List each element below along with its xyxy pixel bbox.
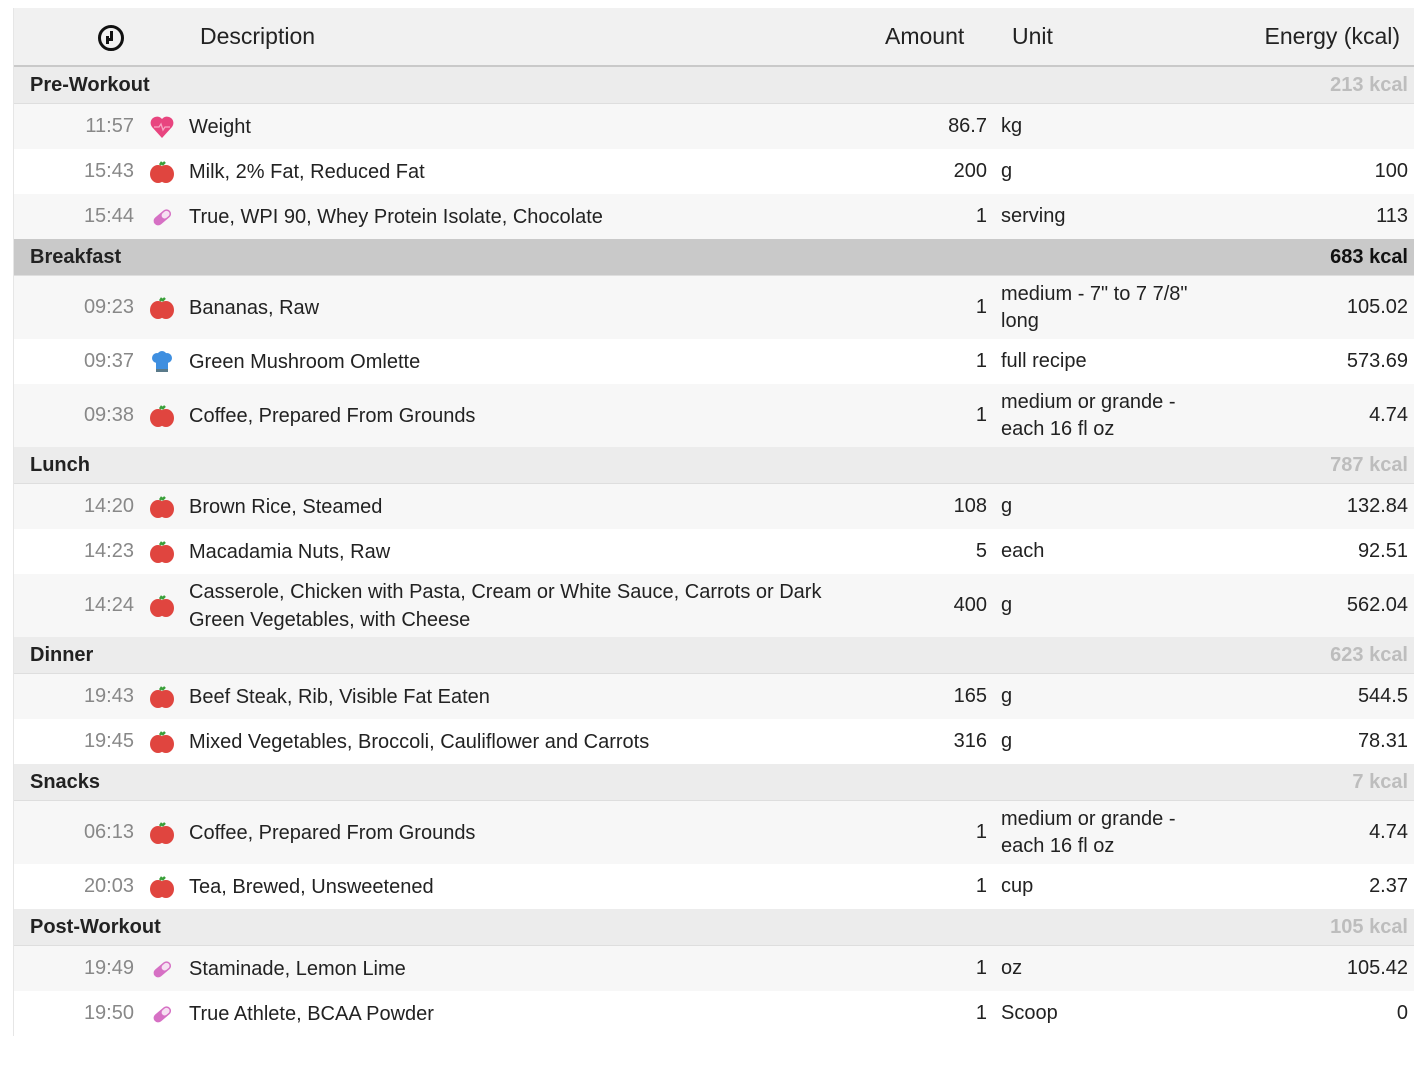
apple-icon (149, 295, 175, 321)
entry-time: 15:43 (83, 160, 134, 182)
meal-name: Breakfast (30, 246, 122, 268)
heart-icon (149, 114, 175, 140)
entry-unit: g (1001, 495, 1013, 517)
chef-hat-icon (149, 349, 175, 375)
entry-description: Green Mushroom Omlette (189, 350, 421, 373)
entry-description: Macadamia Nuts, Raw (189, 540, 391, 563)
entry-description: Milk, 2% Fat, Reduced Fat (189, 160, 425, 183)
food-entry-row[interactable] (14, 529, 1414, 574)
food-entry-row[interactable] (14, 104, 1414, 149)
entry-unit: medium or grande - each 16 fl oz (1001, 390, 1176, 440)
entry-energy: 113 (1376, 205, 1408, 227)
entry-amount: 1 (975, 404, 987, 426)
entry-unit: cup (1001, 875, 1034, 897)
meal-name: Pre-Workout (30, 74, 150, 96)
food-entry-row[interactable] (14, 719, 1414, 764)
entry-unit: Scoop (1001, 1002, 1058, 1024)
entry-energy: 92.51 (1357, 540, 1408, 562)
entry-energy: 4.74 (1369, 821, 1408, 843)
entry-time: 20:03 (83, 875, 134, 897)
meal-name: Post-Workout (30, 916, 161, 938)
entry-description: Beef Steak, Rib, Visible Fat Eaten (189, 685, 490, 708)
entry-description: Brown Rice, Steamed (189, 495, 383, 518)
entry-description: Mixed Vegetables, Broccoli, Cauliflower and Carrots (189, 730, 650, 753)
entry-description: True Athlete, BCAA Powder (189, 1002, 434, 1025)
food-entry-row[interactable] (14, 276, 1414, 339)
food-entry-row[interactable] (14, 384, 1414, 447)
col-description[interactable]: Description (200, 23, 316, 49)
entry-time: 14:20 (83, 495, 134, 517)
entry-unit: each (1001, 540, 1045, 562)
entry-time: 09:38 (83, 404, 134, 426)
entry-time: 06:13 (83, 821, 134, 843)
entry-unit: g (1001, 730, 1013, 752)
apple-icon (149, 729, 175, 755)
food-entry-row[interactable] (14, 484, 1414, 529)
entry-energy: 0 (1396, 1002, 1408, 1024)
entry-energy: 105.02 (1346, 296, 1408, 318)
entry-amount: 1 (975, 875, 987, 897)
entry-unit: serving (1001, 205, 1066, 227)
entry-energy: 2.37 (1369, 875, 1408, 897)
entry-time: 09:37 (83, 350, 134, 372)
entry-unit: medium or grande - each 16 fl oz (1001, 807, 1176, 857)
pill-icon (149, 1001, 175, 1027)
entry-amount: 200 (953, 160, 987, 182)
pill-icon (149, 204, 175, 230)
entry-description: Coffee, Prepared From Grounds (189, 404, 476, 427)
entry-energy: 562.04 (1346, 594, 1408, 616)
entry-amount: 1 (975, 350, 987, 372)
meal-group-header[interactable] (14, 909, 1414, 946)
entry-amount: 165 (953, 685, 987, 707)
entry-description: True, WPI 90, Whey Protein Isolate, Chocolate (189, 205, 603, 228)
apple-icon (149, 593, 175, 619)
entry-time: 19:50 (83, 1002, 134, 1024)
entry-description: Weight (189, 115, 251, 138)
meal-group-header[interactable] (14, 637, 1414, 674)
meal-kcal-total: 105 kcal (1330, 916, 1408, 938)
meal-items (14, 276, 1414, 447)
entry-time: 19:49 (83, 957, 134, 979)
food-entry-row[interactable] (14, 149, 1414, 194)
entry-unit: g (1001, 685, 1013, 707)
entry-unit: medium - 7" to 7 7/8" long (1001, 282, 1188, 332)
food-entry-row[interactable] (14, 946, 1414, 991)
entry-unit: g (1001, 160, 1013, 182)
entry-unit: oz (1001, 957, 1023, 979)
entry-time: 09:23 (83, 296, 134, 318)
apple-icon (149, 539, 175, 565)
apple-icon (149, 159, 175, 185)
clock-icon[interactable] (98, 25, 124, 51)
apple-icon (149, 820, 175, 846)
entry-time: 14:24 (83, 594, 134, 616)
entry-time: 14:23 (83, 540, 134, 562)
entry-amount: 316 (953, 730, 987, 752)
meal-items (14, 946, 1414, 1036)
entry-unit: g (1001, 594, 1013, 616)
entry-time: 15:44 (83, 205, 134, 227)
entry-amount: 1 (975, 821, 987, 843)
col-energy[interactable]: Energy (kcal) (1264, 23, 1400, 49)
meal-items (14, 674, 1414, 764)
entry-description: Staminade, Lemon Lime (189, 957, 406, 980)
apple-icon (149, 403, 175, 429)
entry-energy: 132.84 (1346, 495, 1408, 517)
entry-description: Bananas, Raw (189, 296, 320, 319)
meal-kcal-total: 683 kcal (1330, 246, 1408, 268)
entry-energy: 78.31 (1357, 730, 1408, 752)
apple-icon (149, 874, 175, 900)
entry-description: Casserole, Chicken with Pasta, Cream or White Sauce, Carrots or Dark Green Vegetables, with Cheese (189, 580, 822, 631)
meal-name: Snacks (30, 771, 101, 793)
meal-group-header[interactable] (14, 447, 1414, 484)
entry-description: Tea, Brewed, Unsweetened (189, 875, 434, 898)
food-entry-row[interactable] (14, 674, 1414, 719)
food-entry-row[interactable] (14, 574, 1414, 637)
meal-kcal-total: 787 kcal (1330, 454, 1408, 476)
entry-description: Coffee, Prepared From Grounds (189, 821, 476, 844)
entry-amount: 1 (975, 957, 987, 979)
entry-unit: full recipe (1001, 350, 1087, 372)
meal-kcal-total: 7 kcal (1352, 771, 1408, 793)
meal-items (14, 801, 1414, 909)
food-entry-row[interactable] (14, 991, 1414, 1036)
apple-icon (149, 684, 175, 710)
meal-group-header[interactable] (14, 239, 1414, 276)
entry-energy: 4.74 (1369, 404, 1408, 426)
food-entry-row[interactable] (14, 801, 1414, 864)
meal-group-header[interactable] (14, 67, 1414, 104)
entry-amount: 1 (975, 1002, 987, 1024)
entry-amount: 108 (953, 495, 987, 517)
entry-energy: 544.5 (1357, 685, 1408, 707)
entry-energy: 573.69 (1346, 350, 1408, 372)
col-amount[interactable]: Amount (885, 23, 965, 49)
entry-amount: 400 (953, 594, 987, 616)
entry-energy: 105.42 (1346, 957, 1408, 979)
meal-group-header[interactable] (14, 764, 1414, 801)
entry-amount: 1 (975, 296, 987, 318)
entry-time: 11:57 (85, 115, 134, 137)
food-entry-row[interactable] (14, 864, 1414, 909)
food-entry-row[interactable] (14, 194, 1414, 239)
entry-time: 19:43 (83, 685, 134, 707)
pill-icon (149, 956, 175, 982)
meal-kcal-total: 623 kcal (1330, 644, 1408, 666)
meal-name: Dinner (30, 644, 94, 666)
meal-kcal-total: 213 kcal (1330, 74, 1408, 96)
col-unit[interactable]: Unit (1012, 23, 1053, 49)
entry-unit: kg (1001, 115, 1023, 137)
food-entry-row[interactable] (14, 339, 1414, 384)
entry-amount: 5 (975, 540, 987, 562)
entry-time: 19:45 (83, 730, 134, 752)
meal-name: Lunch (30, 454, 90, 476)
entry-energy: 100 (1374, 160, 1408, 182)
meal-items (14, 104, 1414, 239)
entry-amount: 1 (975, 205, 987, 227)
meal-items (14, 484, 1414, 637)
entry-amount: 86.7 (948, 115, 987, 137)
apple-icon (149, 494, 175, 520)
table-header (14, 8, 1414, 67)
food-diary-table (13, 8, 1414, 1036)
